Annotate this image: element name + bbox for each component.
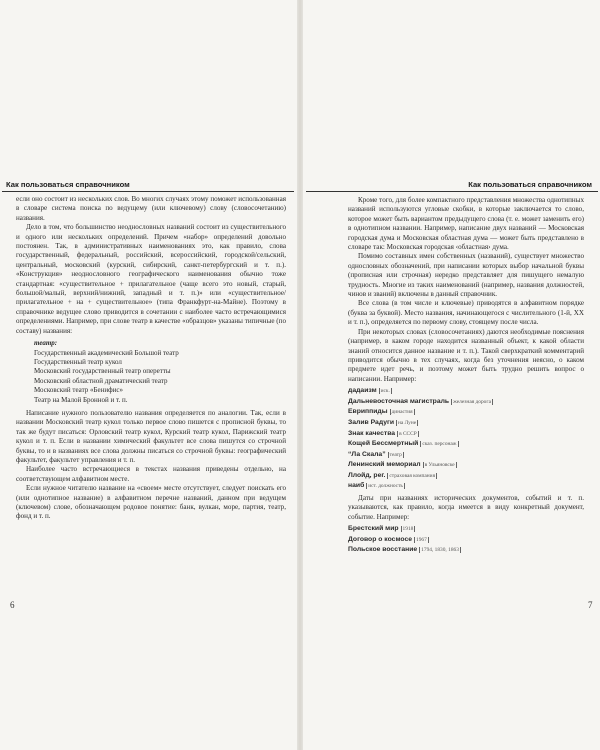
left-running-header: Как пользоваться справочником (2, 180, 294, 192)
entry-note: в СССР (399, 430, 417, 437)
left-page (2, 180, 294, 610)
entry-headword: Брестский мир (348, 525, 399, 533)
entry-note: страховая компания (389, 472, 436, 479)
right-page-number: 7 (588, 600, 593, 610)
dictionary-entry (348, 450, 584, 461)
dictionary-entry (348, 439, 584, 450)
dictionary-entry (348, 535, 584, 546)
left-paragraph-1: если оно состоит из нескольких слов. Во многих случаях этому поможет использованная в словаре система поиска по ведущему (или ключевому) слову (словосочетанию) названия. (16, 195, 286, 222)
entry-headword: Ллойд, рег. (348, 471, 386, 479)
entry-headword: дадаизм (348, 387, 377, 395)
example-line: Государственный академический Большой театр (34, 348, 179, 357)
left-paragraph-5: Если нужное читателю название на «своем» месте отсутствует, следует поискать его (или однотипное название) в алфавитном перечне названий, данном при ведущем (ключевом) слове, обозначающем родовое понятие: банк, вулкан, море, партия, театр, фонд и т. п. (16, 484, 286, 521)
book-gutter (297, 0, 303, 750)
left-page-body (2, 192, 294, 522)
entry-note: ист. должность (368, 483, 403, 490)
entry-note: железная дорога (453, 398, 491, 405)
example-heading: театр: (34, 339, 58, 348)
entry-headword: наиб (348, 482, 365, 490)
entry-headword: Залив Радуги (348, 418, 395, 426)
left-paragraph-3: Написание нужного пользователю названия определяется по аналогии. Так, если в названии Московский театр кукол только первое слово пишется с прописной буквы, то так же будут писаться: Орловский театр кукол, Курский театр кукол, Парижский театр кукол и т. п. Если в названии химический факультет все слова пишутся со строчной буквы, то и в названиях все слова должны писаться со строчной буквы: географический факультет, факультет управления и т. п. (16, 408, 286, 464)
dictionary-entry (348, 397, 584, 408)
right-paragraph-2: Помимо составных имен собственных (названий), существует множество однословных обозначений, при написании которых выбор начальной буквы (прописная или строчная) нередко представляет для пишущего немалую трудность. Многие из таких наименований (например, названия должностей, чинов и званий) включены в данный справочник. (348, 252, 584, 299)
right-paragraph-5: Даты при названиях исторических документов, событий и т. п. указываются, как правило, когда имеется в виду конкретный документ, событие. Например: (348, 494, 584, 521)
right-paragraph-3: Все слова (в том числе и ключевые) приводятся в алфавитном порядке (буква за буквой). Место названия, начинающегося с числительного (1-й, XX и т. п.), определяется по первому слову, стоящему после числа. (348, 299, 584, 327)
dictionary-entry (348, 471, 584, 482)
example-block-theatre (34, 339, 286, 405)
entry-note: в Ульяновске (424, 462, 455, 469)
entry-note: театр (389, 451, 402, 458)
dictionary-entry (348, 545, 584, 556)
entry-headword: Кощей Бессмертный (348, 440, 419, 448)
right-running-header: Как пользоваться справочником (306, 180, 598, 192)
entry-list-dates (348, 524, 584, 556)
entry-note: сказ. персонаж (422, 441, 457, 448)
entry-note: на Луне (398, 419, 417, 426)
example-line: Государственный театр кукол (34, 357, 122, 366)
right-paragraph-4: При некоторых словах (словосочетаниях) даются необходимые пояснения (например, в каком городе находится названный объект, к какой области знаний относится данное название и т. п.). Такой сверхкраткий комментарий приводится обычно в тех случаях, когда без уточнения неясно, о каком предмете идет речь, и поэтому может быть трудно решить вопрос о написании. Например: (348, 327, 584, 383)
entry-headword: Знак качества (348, 429, 396, 437)
dictionary-entry (348, 386, 584, 397)
entry-date: 1794, 1830, 1863 (421, 547, 459, 554)
dictionary-entry (348, 524, 584, 535)
entry-note: династия (391, 409, 413, 416)
dictionary-entry (348, 418, 584, 429)
example-line: Театр на Малой Бронной и т. п. (34, 395, 128, 404)
right-paragraph-1: Кроме того, для более компактного представления множества однотипных названий используются угловые скобки, в которые заключается то слово, которое может быть вариантом предыдущего слова (т. е. может заменить его) в однотипном названии. Например, написание двух названий — Московская городская дума и Московская областная дума — может быть представлено в словаре так: Московская городская ‹областная› дума. (348, 196, 584, 252)
entry-headword: Дальневосточная магистраль (348, 397, 450, 405)
dictionary-entry (348, 407, 584, 418)
entry-headword: Польское восстание (348, 546, 418, 554)
entry-headword: Договор о космосе (348, 535, 413, 543)
entry-date: 1967 (416, 536, 427, 543)
right-page-body (306, 192, 598, 556)
dictionary-entry (348, 429, 584, 440)
entry-list-comments (348, 386, 584, 492)
example-line: Московский областной драматический театр (34, 376, 168, 385)
left-page-number: 6 (10, 600, 15, 610)
entry-date: 1918 (402, 526, 414, 533)
example-line: Московский театр «Бенифис» (34, 386, 123, 395)
dictionary-entry (348, 481, 584, 492)
left-paragraph-2: Дело в том, что большинство неоднословных названий состоит из существительного и одного или нескольких определений. Причем «набор» определений довольно постоянен. Так, в административных наименованиях это, как правило, слова государственный, федеральный, российский, всероссийский, городской/сельский, центральный, московский (курский, сибирский, санкт-петербургский и т. п.). «Конструкция» неоднословного географического наименования обычно тоже стандартная: «существительное + прилагательное (чаще всего это новый, старый, большой/малый, верхний/нижний, западный и т. п.)» или «существительное/прилагательное + на + существительное» (типа Франкфурт-на-Майне). Поэтому в справочнике ведущее слово приводится в сочетании с наиболее часто встречающимися определениями. Например, при слове театр в качестве «образцов» указаны типичные (по составу) названия: (16, 223, 286, 335)
left-paragraph-4: Наиболее часто встречающиеся в текстах названия приведены отдельно, на соответствующем алфавитном месте. (16, 465, 286, 483)
entry-note: иск. (380, 388, 390, 395)
entry-headword: Евриппиды (348, 408, 388, 416)
entry-headword: “Ла Скала” (348, 450, 386, 458)
right-page (306, 180, 598, 610)
example-line: Московский государственный театр оперетты (34, 367, 171, 376)
dictionary-entry (348, 460, 584, 471)
entry-headword: Ленинский мемориал (348, 461, 421, 469)
